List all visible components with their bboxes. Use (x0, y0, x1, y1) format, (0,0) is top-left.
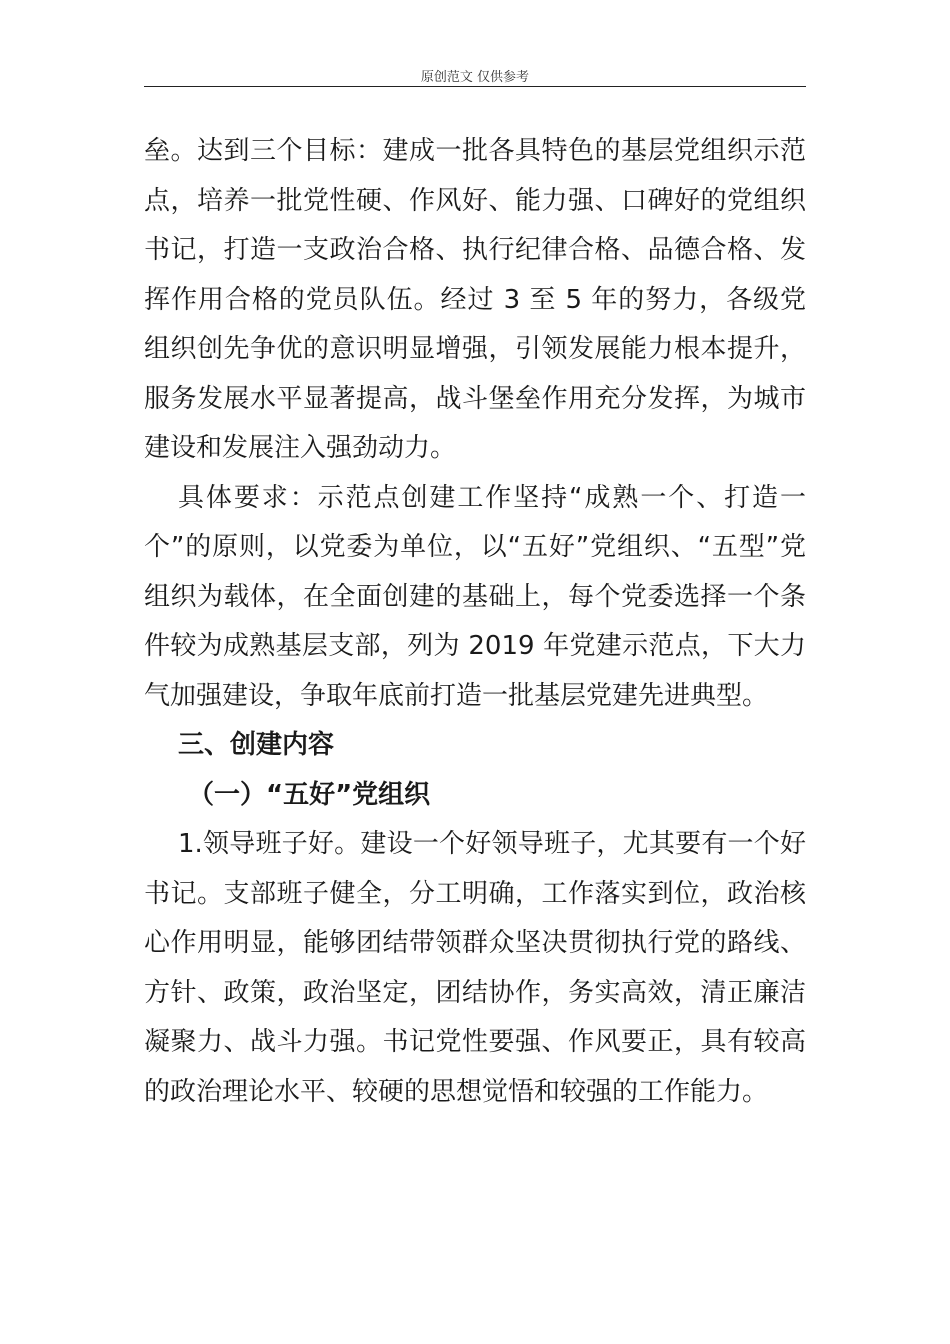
section-heading: 三、创建内容 (178, 730, 335, 760)
paragraph-goals: 垒。达到三个目标：建成一批各具特色的基层党组织示范点，培养一批党性硬、作风好、能力强、口碑好的党组织书记，打造一支政治合格、执行纪律合格、品德合格、发挥作用合格的党员队伍。经过 3 至 5 年的努力，各级党组织创先争优的意识明显增强，引领发展能力根本提升，服务发展水平显著提高，战斗堡垒作用充分发挥，为城市建设和发展注入强劲动力。 (144, 136, 806, 463)
document-body (144, 127, 806, 1117)
paragraph-requirements: 具体要求：示范点创建工作坚持“成熟一个、打造一个”的原则，以党委为单位，以“五好”党组织、“五型”党组织为载体，在全面创建的基础上，每个党委选择一个条件较为成熟基层支部，列为 2019 年党建示范点，下大力气加强建设，争取年底前打造一批基层党建先进典型。 (144, 482, 806, 711)
subsection-heading: （一）“五好”党组织 (188, 779, 431, 810)
header-text: 原创范文 仅供参考 (420, 70, 530, 85)
paragraph-leadership: 1.领导班子好。建设一个好领导班子，尤其要有一个好书记。支部班子健全，分工明确，工作落实到位，政治核心作用明显，能够团结带领群众坚决贯彻执行党的路线、方针、政策，政治坚定，团结协作，务实高效，清正廉洁凝聚力、战斗力强。书记党性要强、作风要正，具有较高的政治理论水平、较硬的思想觉悟和较强的工作能力。 (144, 829, 806, 1107)
page-header (144, 66, 806, 87)
